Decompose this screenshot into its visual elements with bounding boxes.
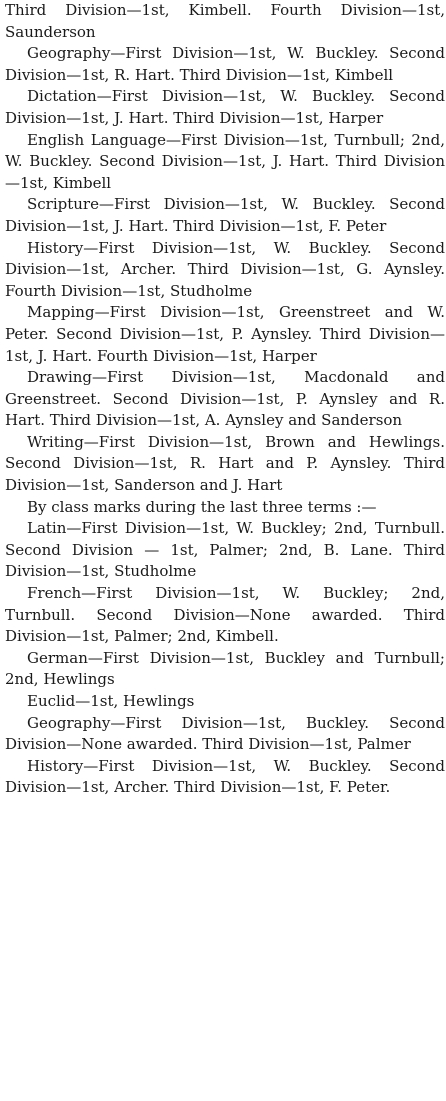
paragraph-history: History—First Division—1st, W. Buckley. Second Division—1st, Archer. Third Division—1st, G. Aynsley. Fourth Division—1st, Studholme [5, 238, 445, 300]
paragraph-geography: Geography—First Division—1st, W. Buckley. Second Division—1st, R. Hart. Third Division—1st, Kimbell [5, 44, 445, 84]
paragraph-euclid: Euclid—1st, Hewlings [27, 692, 195, 710]
paragraph-drawing: Drawing—First Division—1st, Macdonald and Greenstreet. Second Division—1st, P. Aynsley and R. Hart. Third Division—1st, A. Aynsley and Sanderson [5, 368, 445, 430]
paragraph-scripture: Scripture—First Division—1st, W. Buckley. Second Division—1st, J. Hart. Third Division—1st, F. Peter [5, 195, 445, 235]
paragraph-saunderson-continuation: Third Division—1st, Kimbell. Fourth Division—1st, Saunderson [5, 1, 445, 41]
paragraph-dictation: Dictation—First Division—1st, W. Buckley. Second Division—1st, J. Hart. Third Division—1st, Harper [5, 87, 445, 127]
paragraph-french: French—First Division—1st, W. Buckley; 2nd, Turnbull. Second Division—None awarded. Third Division—1st, Palmer; 2nd, Kimbell. [5, 584, 445, 646]
paragraph-mapping: Mapping—First Division—1st, Greenstreet and W. Peter. Second Division—1st, P. Aynsley. Third Division—1st, J. Hart. Fourth Division—1st, Harper [5, 303, 445, 365]
paragraph-writing: Writing—First Division—1st, Brown and Hewlings. Second Division—1st, R. Hart and P. Aynsley. Third Division—1st, Sanderson and J. Hart [5, 432, 445, 495]
paragraph-german: German—First Division—1st, Buckley and Turnbull; 2nd, Hewlings [5, 648, 445, 689]
paragraph-class-marks-intro: By class marks during the last three terms :— [27, 497, 377, 516]
paragraph-latin: Latin—First Division—1st, W. Buckley; 2nd, Turnbull. Second Division — 1st, Palmer; 2nd, B. Lane. Third Division—1st, Studholme [5, 519, 445, 581]
paragraph-english-language: English Language—First Division—1st, Turnbull; 2nd, W. Buckley. Second Division—1st, J. Hart. Third Division—1st, Kimbell [5, 130, 445, 192]
paragraph-geography-class-marks: Geography—First Division—1st, Buckley. Second Division—None awarded. Third Division—1st, Palmer [5, 713, 445, 754]
paragraph-history-class-marks: History—First Division—1st, W. Buckley. Second Division—1st, Archer. Third Division—1st, F. Peter. [5, 756, 445, 797]
